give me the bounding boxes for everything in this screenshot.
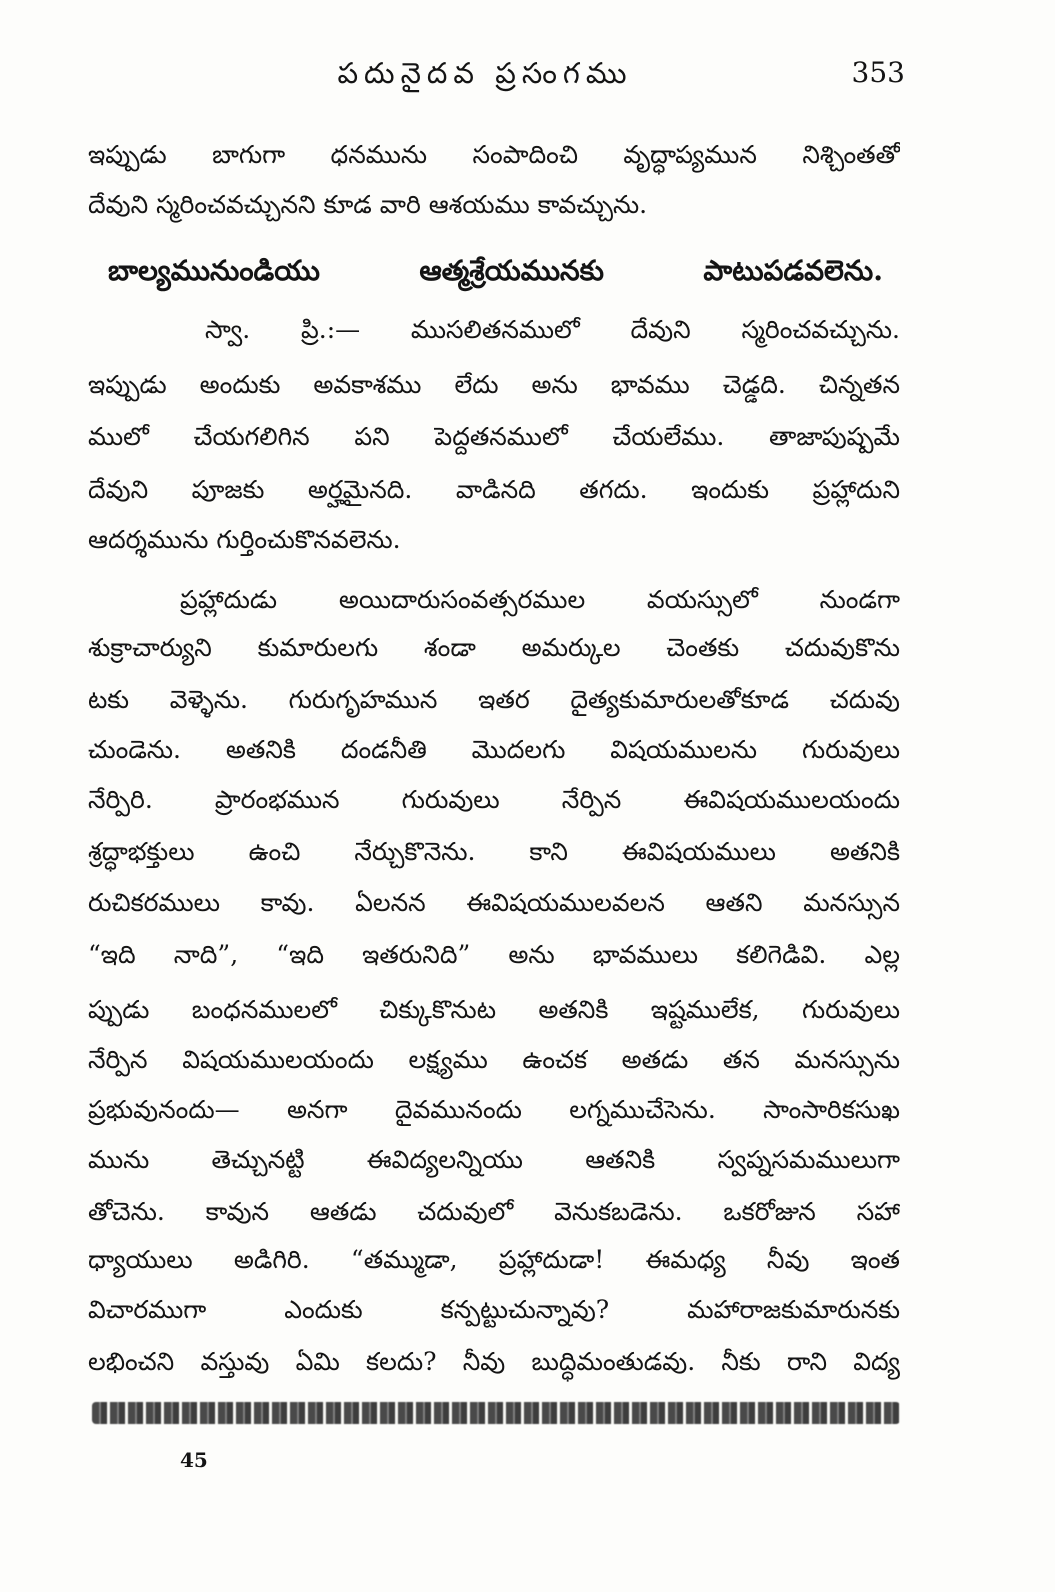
illegible-smudged-line: [92, 1402, 900, 1424]
text-line: చుండెను. అతనికి దండనీతి మొదలగు విషయములను గురువులు: [88, 735, 900, 764]
text-line: ప్పుడు బంధనములలో చిక్కుకొనుట అతనికి ఇష్టములేక, గురువులు: [88, 995, 900, 1024]
paragraph-first-line: ప్రహ్లాదుడు అయిదారుసంవత్సరముల వయస్సులో నుండగా: [180, 585, 900, 614]
printer-signature-mark: 45: [180, 1448, 208, 1472]
text-line: ఇప్పుడు బాగుగా ధనమును సంపాదించి వృద్ధాప్యమున నిశ్చింతతో: [88, 140, 900, 169]
page-number: 353: [851, 56, 905, 89]
text-line: విచారముగా ఎందుకు కన్పట్టుచున్నావు? మహారాజకుమారునకు: [88, 1295, 900, 1324]
text-line: లభించని వస్తువు ఏమి కలదు? నీవు బుద్ధిమంతుడవు. నీకు రాని విద్య: [88, 1347, 900, 1376]
section-heading: బాల్యమునుండియు ఆత్మశ్రేయమునకు పాటుపడవలెను.: [108, 254, 883, 287]
text-line: శ్రద్ధాభక్తులు ఉంచి నేర్చుకొనెను. కాని ఈవిషయములు అతనికి: [88, 837, 900, 866]
text-line: నేర్పిరి. ప్రారంభమున గురువులు నేర్పిన ఈవిషయములయందు: [88, 785, 900, 814]
text-line: టకు వెళ్ళెను. గురుగృహమున ఇతర దైత్యకుమారులతోకూడ చదువు: [88, 685, 900, 714]
text-line: మును తెచ్చునట్టి ఈవిద్యలన్నియు ఆతనికి స్వప్నసమములుగా: [88, 1145, 900, 1174]
text-line: “ఇది నాది”, “ఇది ఇతరునిది” అను భావములు కలిగెడివి. ఎల్ల: [88, 940, 900, 969]
running-header-title: పదునైదవ ప్రసంగము: [337, 56, 633, 90]
text-line: ములో చేయగలిగిన పని పెద్దతనములో చేయలేము. తాజాపుష్పమే: [88, 422, 900, 451]
text-line: ఆదర్శమును గుర్తించుకొనవలెను.: [88, 525, 401, 554]
text-line: శుక్రాచార్యుని కుమారులగు శండా అమర్కుల చెంతకు చదువుకొను: [88, 633, 900, 662]
text-line: ప్రభువునందు— అనగా దైవమునందు లగ్నముచేసెను. సాంసారికసుఖ: [88, 1095, 900, 1124]
text-line: రుచికరములు కావు. ఏలనన ఈవిషయములవలన ఆతని మనస్సున: [88, 888, 900, 917]
text-line: నేర్పిన విషయములయందు లక్ష్యము ఉంచక అతడు తన మనస్సును: [88, 1045, 900, 1074]
text-line: ఇప్పుడు అందుకు అవకాశము లేదు అను భావము చెడ్డది. చిన్నతన: [88, 370, 900, 399]
paragraph-first-line: స్వా. ప్రి.:— ముసలితనములో దేవుని స్మరించవచ్చును.: [205, 315, 900, 344]
text-line: ధ్యాయులు అడిగిరి. “తమ్ముడా, ప్రహ్లాదుడా! ఈమధ్య నీవు ఇంత: [88, 1245, 900, 1274]
text-line: దేవుని స్మరించవచ్చునని కూడ వారి ఆశయము కావచ్చును.: [88, 190, 648, 219]
text-line: దేవుని పూజకు అర్హమైనది. వాడినది తగదు. ఇందుకు ప్రహ్లాదుని: [88, 475, 900, 504]
text-line: తోచెను. కావున ఆతడు చదువులో వెనుకబడెను. ఒకరోజున సహా: [88, 1197, 900, 1226]
